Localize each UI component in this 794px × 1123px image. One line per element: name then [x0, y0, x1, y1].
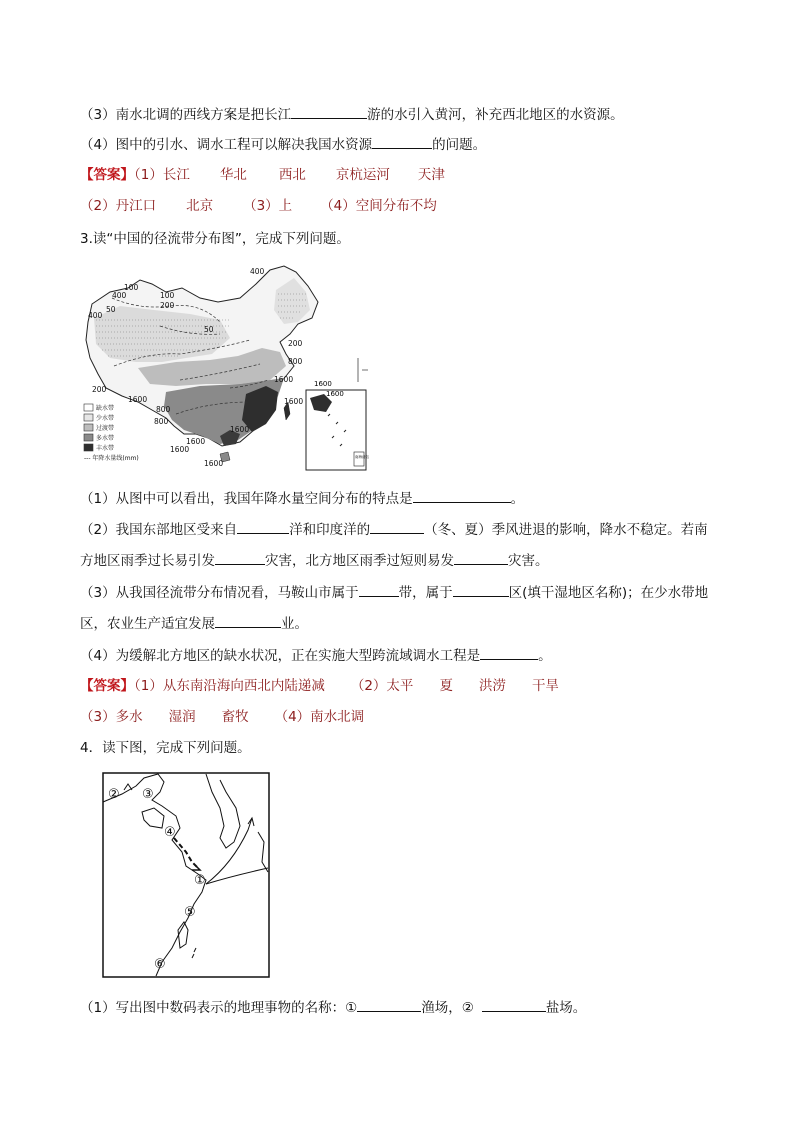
marker-3: ③ — [142, 787, 154, 802]
contour-label: 50 — [106, 305, 116, 314]
q4-sub1: （1）写出图中数码表示的地理事物的名称：① 渔场，② 盐场。 — [80, 997, 586, 1018]
legend-label: 缺水带 — [96, 405, 115, 412]
contour-label: 1600 — [204, 459, 224, 468]
q3-sub4: （4）为缓解北方地区的缺水状况，正在实施大型跨流域调水工程是 。 — [80, 645, 552, 666]
inset-value: 1600 — [314, 380, 332, 388]
answer-blank[interactable] — [413, 488, 511, 503]
q3-sub3-line2: 区，农业生产适宜发展 业。 — [80, 613, 308, 634]
q2-sub4: （4）图中的引水、调水工程可以解决我国水资源 的问题。 — [80, 134, 486, 155]
answer-label: 【答案】 — [80, 678, 134, 694]
answer-blank[interactable] — [482, 997, 546, 1012]
marker-6: ⑥ — [154, 957, 166, 972]
contour-label: 100 — [160, 291, 175, 300]
south-china-sea-inset — [306, 380, 369, 470]
runoff-zone-map — [80, 262, 370, 472]
answer-blank[interactable] — [480, 645, 538, 660]
contour-label: 1600 — [274, 375, 294, 384]
answer-blank[interactable] — [372, 134, 432, 149]
contour-label: 1600 — [284, 397, 304, 406]
marker-4: ④ — [164, 825, 176, 840]
answer-blank[interactable] — [357, 997, 421, 1012]
contour-label: 1600 — [128, 395, 148, 404]
legend-label: 多水带 — [96, 435, 115, 442]
legend-label: --- 年降水量线(mm) — [84, 455, 139, 462]
q3-stem: 3.读“中国的径流带分布图”，完成下列问题。 — [80, 231, 350, 247]
inset-value: 1600 — [326, 390, 344, 398]
q3-sub2-line2: 方地区雨季过长易引发 灾害，北方地区雨季过短则易发 灾害。 — [80, 550, 549, 571]
q2-sub3: （3）南水北调的西线方案是把长江 游的水引入黄河，补充西北地区的水资源。 — [80, 104, 624, 125]
q2-answer-line2: （2）丹江口 北京 （3）上 （4）空间分布不均 — [80, 198, 437, 214]
answer-blank[interactable] — [370, 519, 424, 534]
q3-answer-line1: 【答案】（1）从东南沿海向西北内陆递减 （2）太平 夏 洪涝 干旱 — [80, 678, 559, 694]
answer-blank[interactable] — [291, 104, 367, 119]
q3-sub3-line1: （3）从我国径流带分布情况看，马鞍山市属于 带，属于 区(填干湿地区名称)；在少水带地 — [80, 582, 708, 603]
contour-label: 800 — [154, 417, 169, 426]
legend-label: 过渡带 — [96, 425, 115, 432]
map-legend — [84, 404, 139, 462]
contour-label: 200 — [160, 301, 175, 310]
answer-label: 【答案】 — [80, 167, 134, 183]
contour-label: 200 — [288, 339, 303, 348]
q2-answer-line1: 【答案】（1）长江 华北 西北 京杭运河 天津 — [80, 167, 445, 183]
contour-label: 400 — [112, 291, 127, 300]
marker-5: ⑤ — [184, 905, 196, 920]
answer-blank[interactable] — [453, 582, 509, 597]
q3-answer-line2: （3）多水 湿润 畜牧 （4）南水北调 — [80, 709, 365, 725]
q4-stem: 4．读下图，完成下列问题。 — [80, 740, 251, 756]
contour-label: 400 — [88, 311, 103, 320]
contour-label: 800 — [156, 405, 171, 414]
contour-label: 100 — [124, 283, 139, 292]
contour-label: 1600 — [170, 445, 190, 454]
answer-blank[interactable] — [215, 550, 265, 565]
legend-label: 丰水带 — [96, 445, 115, 452]
marker-1: ① — [194, 873, 206, 888]
answer-blank[interactable] — [237, 519, 289, 534]
q3-sub2-line1: （2）我国东部地区受来自 洋和印度洋的 （冬、夏）季风进退的影响，降水不稳定。若南 — [80, 519, 708, 540]
inset-label: 南海诸岛 — [355, 455, 369, 459]
legend-label: 少水带 — [96, 415, 115, 422]
east-china-coast-map — [102, 772, 270, 978]
contour-label: 200 — [92, 385, 107, 394]
contour-label: 800 — [288, 357, 303, 366]
answer-blank[interactable] — [454, 550, 508, 565]
contour-label: 50 — [204, 325, 214, 334]
contour-label: 400 — [250, 267, 265, 276]
answer-blank[interactable] — [359, 582, 399, 597]
q3-sub1: （1）从图中可以看出，我国年降水量空间分布的特点是 。 — [80, 488, 524, 509]
marker-2: ② — [108, 787, 120, 802]
contour-label: 1600 — [230, 425, 250, 434]
answer-blank[interactable] — [215, 613, 281, 628]
contour-label: 1600 — [186, 437, 206, 446]
